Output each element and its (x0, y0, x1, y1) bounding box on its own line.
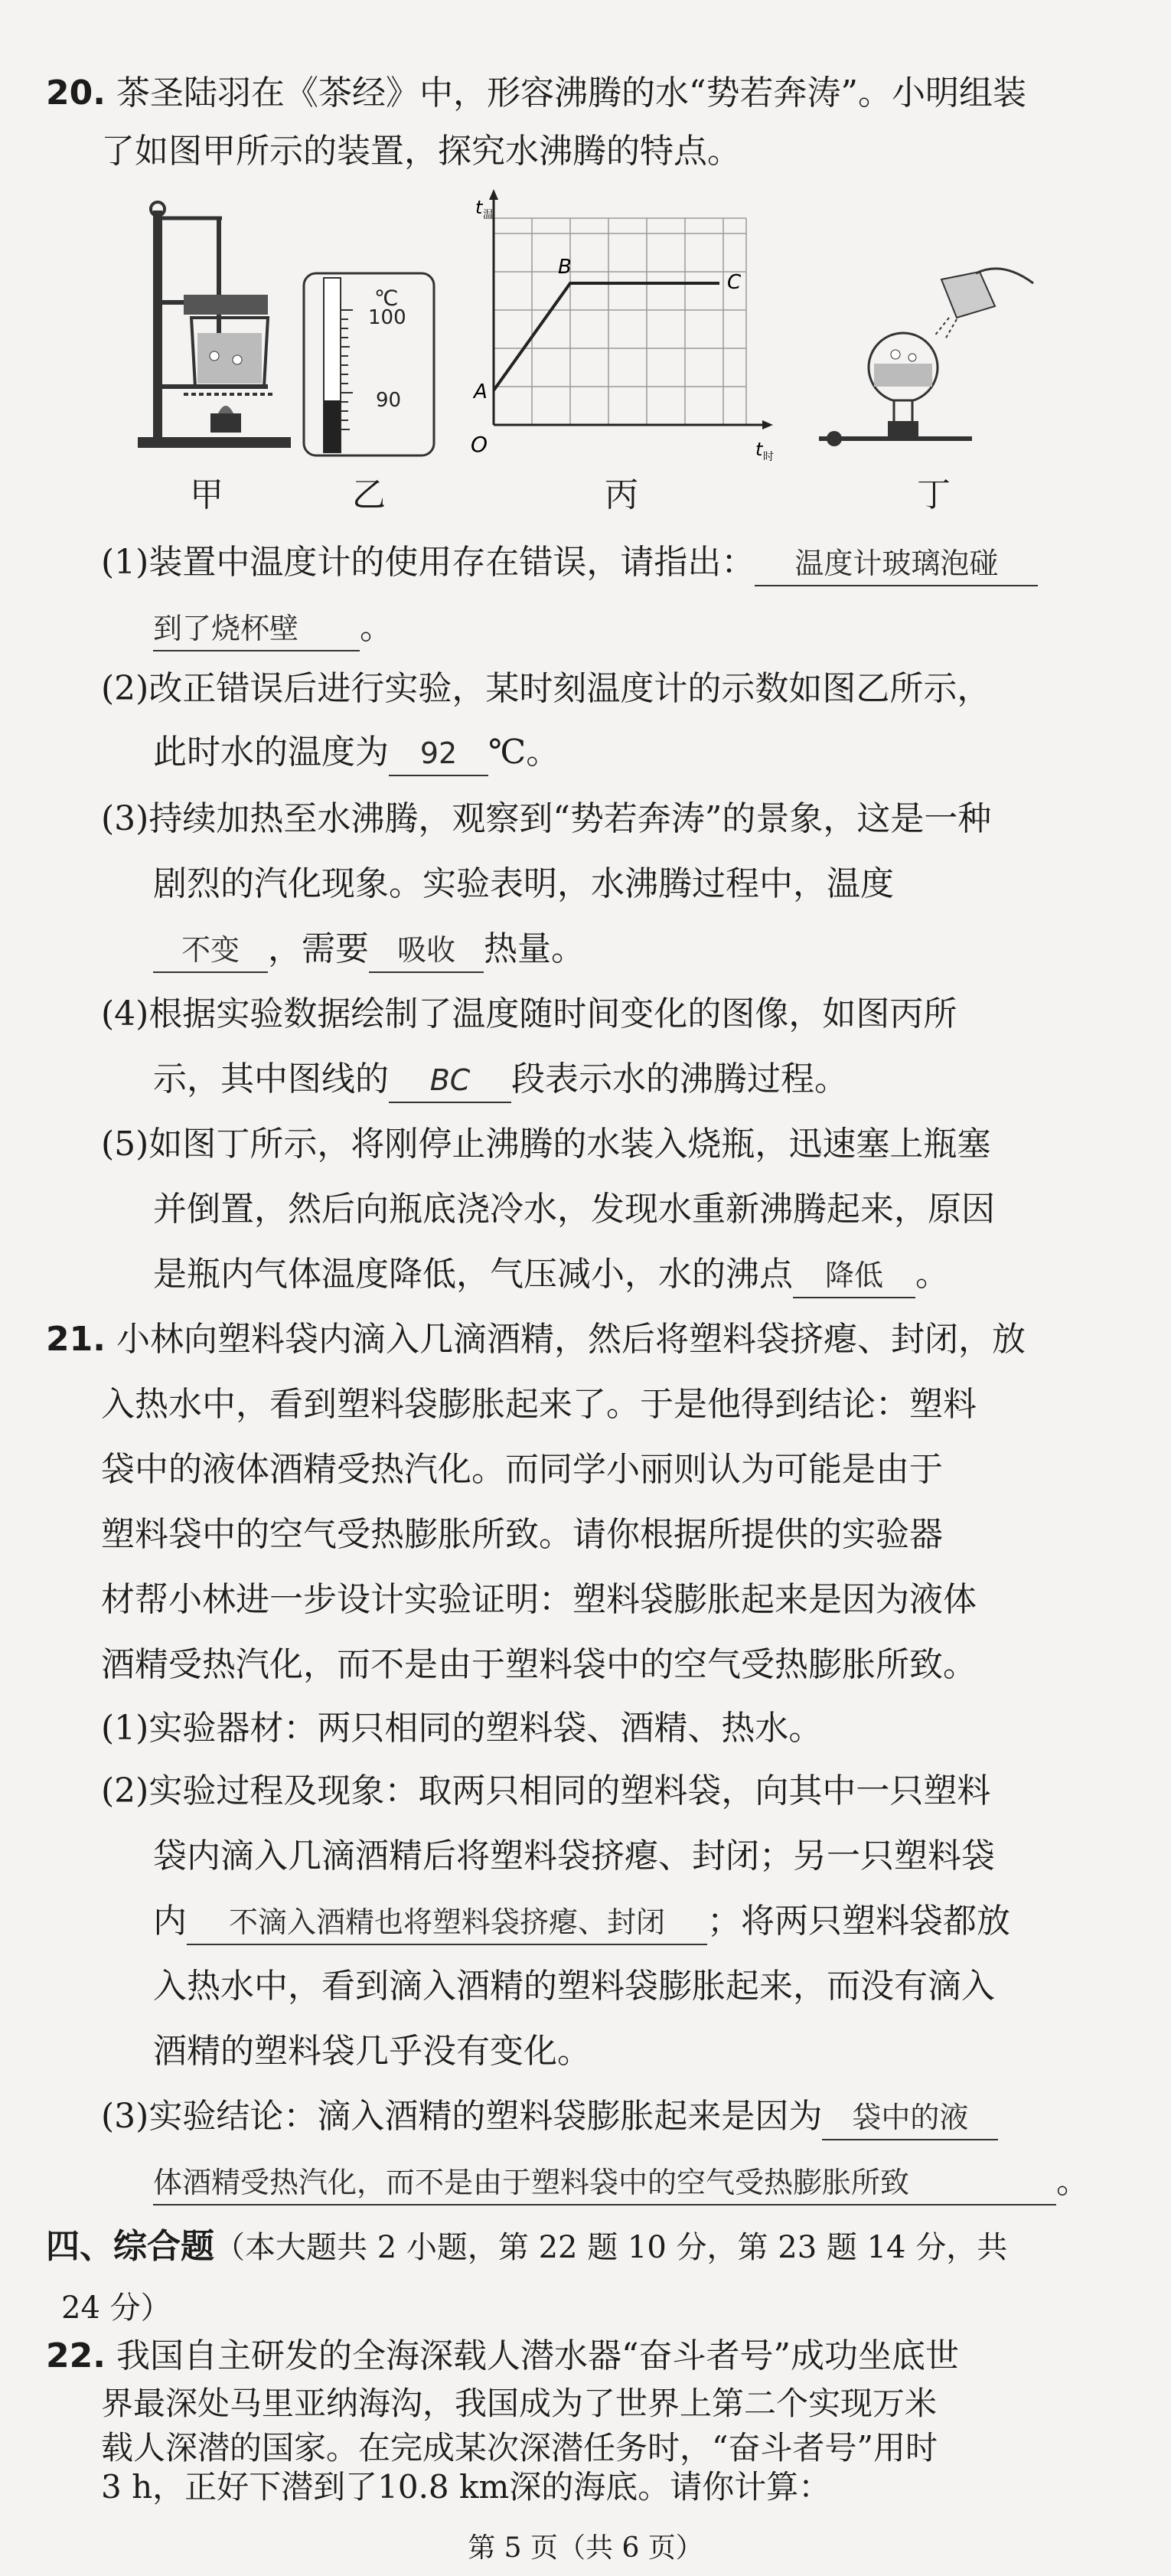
q21-p2-post: ；将两只塑料袋都放 (707, 1902, 1010, 1941)
q21-p2-line-1: (2)实验过程及现象：取两只相同的塑料袋，向其中一只塑料 (101, 1771, 991, 1810)
q20-p5-post: 。 (915, 1255, 949, 1294)
graph-x-label: t (755, 439, 763, 460)
q20-p5-line-3 (153, 1252, 949, 1298)
q22-line-4: 3 h，正好下潜到了10.8 km深的海底。请你计算： (101, 2468, 831, 2506)
graph-x-sub: 时 (763, 451, 774, 463)
q20-p1-line-1 (101, 540, 1038, 586)
q20-line-1 (46, 70, 1026, 116)
q20-line-2: 了如图甲所示的装置，探究水沸腾的特点。 (101, 132, 741, 171)
q20-p3-post: 热量。 (484, 929, 585, 968)
q20-p5-line-2: 并倒置，然后向瓶底浇冷水，发现水重新沸腾起来，原因 (153, 1190, 995, 1229)
q22-line-2: 界最深处马里亚纳海沟，我国成为了世界上第二个实现万米 (101, 2385, 938, 2422)
q21-p3-line-1 (101, 2094, 998, 2140)
q22-number: 22. (46, 2336, 106, 2375)
q21-p2-line-5: 酒精的塑料袋几乎没有变化。 (153, 2032, 591, 2071)
q20-p4-line-2 (153, 1056, 848, 1103)
q20-text-1: 茶圣陆羽在《茶经》中，形容沸腾的水“势若奔涛”。小明组装 (116, 73, 1026, 113)
fig-label-bing: 丙 (605, 475, 638, 514)
q21-line-2: 入热水中，看到塑料袋膨胀起来了。于是他得到结论：塑料 (101, 1385, 977, 1424)
section-4-desc-2: 24 分） (61, 2290, 171, 2326)
section-4-title: 四、综合题 (46, 2227, 214, 2266)
q20-p3-mid: ，需要 (268, 929, 369, 968)
graph-y-label: t (475, 197, 483, 218)
figure-graph (463, 188, 784, 478)
q21-p2-pre: 内 (153, 1902, 187, 1941)
q20-p2-pre: 此时水的温度为 (153, 733, 389, 772)
q20-p3-answer-1: 不变 (153, 929, 268, 973)
q22-line-3: 载人深潜的国家。在完成某次深潜任务时，“奋斗者号”用时 (101, 2429, 938, 2467)
q21-p3-line-2 (153, 2159, 1090, 2205)
q20-p4-pre: 示，其中图线的 (153, 1059, 389, 1099)
q21-line-3: 袋中的液体酒精受热汽化。而同学小丽则认为可能是由于 (101, 1450, 943, 1489)
q21-text-1: 小林向塑料袋内滴入几滴酒精，然后将塑料袋挤瘪、封闭，放 (116, 1320, 1026, 1359)
fig-label-ding: 丁 (917, 475, 951, 514)
q21-p2-line-4: 入热水中，看到滴入酒精的塑料袋膨胀起来，而没有滴入 (153, 1967, 995, 2006)
section-4-heading (46, 2224, 1007, 2271)
q21-number: 21. (46, 1320, 106, 1359)
q20-p2-answer: 92 (389, 732, 488, 776)
q21-p3-end: 。 (1056, 2162, 1090, 2201)
q21-p3-answer-1: 袋中的液 (822, 2096, 998, 2140)
figure-thermometer (302, 272, 436, 459)
q22-text-1: 我国自主研发的全海深载人潜水器“奋斗者号”成功坐底世 (116, 2336, 959, 2375)
q20-p1-end: 。 (360, 608, 393, 647)
fig-label-jia: 甲 (190, 475, 223, 514)
graph-y-sub: 温 (483, 209, 494, 221)
q21-line-4: 塑料袋中的空气受热膨胀所致。请你根据所提供的实验器 (101, 1515, 943, 1554)
q20-p4-answer: BC (389, 1059, 511, 1103)
q20-p5-pre: 是瓶内气体温度降低，气压减小，水的沸点 (153, 1255, 793, 1294)
q20-p2-line-1: (2)改正错误后进行实验，某时刻温度计的示数如图乙所示， (101, 669, 991, 708)
q20-p3-line-3 (153, 926, 585, 973)
q20-p4-line-1: (4)根据实验数据绘制了温度随时间变化的图像，如图丙所 (101, 994, 957, 1033)
thermo-tick-100: 100 (368, 306, 406, 329)
thermo-tick-90: 90 (376, 389, 402, 412)
graph-origin: O (471, 432, 488, 457)
q22-line-1 (46, 2333, 959, 2379)
thermo-unit: ℃ (374, 286, 399, 311)
q20-p2-line-2 (153, 730, 559, 776)
fig-label-yi: 乙 (352, 475, 386, 514)
q21-p3-pre: (3)实验结论：滴入酒精的塑料袋膨胀起来是因为 (101, 2097, 823, 2136)
q20-p4-post: 段表示水的沸腾过程。 (511, 1059, 848, 1099)
q20-p3-answer-2: 吸收 (369, 929, 484, 973)
page-footer: 第 5 页（共 6 页） (468, 2532, 703, 2564)
graph-point-b: B (558, 256, 572, 279)
section-4-desc-1: （本大题共 2 小题，第 22 题 10 分，第 23 题 14 分，共 (214, 2230, 1008, 2265)
q20-p3-line-2: 剧烈的汽化现象。实验表明，水沸腾过程中，温度 (153, 864, 894, 903)
figure-flask (811, 264, 1049, 455)
q20-p1-answer-1: 温度计玻璃泡碰 (755, 542, 1038, 586)
q20-p2-post: ℃。 (488, 733, 560, 772)
q21-p2-line-2: 袋内滴入几滴酒精后将塑料袋挤瘪、封闭；另一只塑料袋 (153, 1837, 995, 1876)
q20-p5-line-1: (5)如图丁所示，将刚停止沸腾的水装入烧瓶，迅速塞上瓶塞 (101, 1125, 991, 1164)
q21-line-6: 酒精受热汽化，而不是由于塑料袋中的空气受热膨胀所致。 (101, 1645, 977, 1684)
q21-p2-line-3 (153, 1899, 1010, 1945)
q20-p1-text: (1)装置中温度计的使用存在错误，请指出： (101, 543, 755, 582)
figure-apparatus (130, 195, 306, 455)
graph-point-a: A (474, 380, 488, 403)
q20-p1-answer-2: 到了烧杯壁 (153, 607, 360, 651)
q21-p1: (1)实验器材：两只相同的塑料袋、酒精、热水。 (101, 1709, 823, 1748)
q21-p3-answer-2: 体酒精受热汽化，而不是由于塑料袋中的空气受热膨胀所致 (153, 2161, 1056, 2205)
q21-line-1 (46, 1317, 1026, 1363)
q20-p1-line-2 (153, 605, 393, 651)
graph-point-c: C (727, 271, 742, 294)
q21-p2-answer: 不滴入酒精也将塑料袋挤瘪、封闭 (187, 1901, 707, 1945)
q20-number: 20. (46, 73, 106, 113)
q21-line-5: 材帮小林进一步设计实验证明：塑料袋膨胀起来是因为液体 (101, 1580, 977, 1619)
q20-p5-answer: 降低 (793, 1254, 915, 1298)
q20-p3-line-1: (3)持续加热至水沸腾，观察到“势若奔涛”的景象，这是一种 (101, 799, 992, 838)
